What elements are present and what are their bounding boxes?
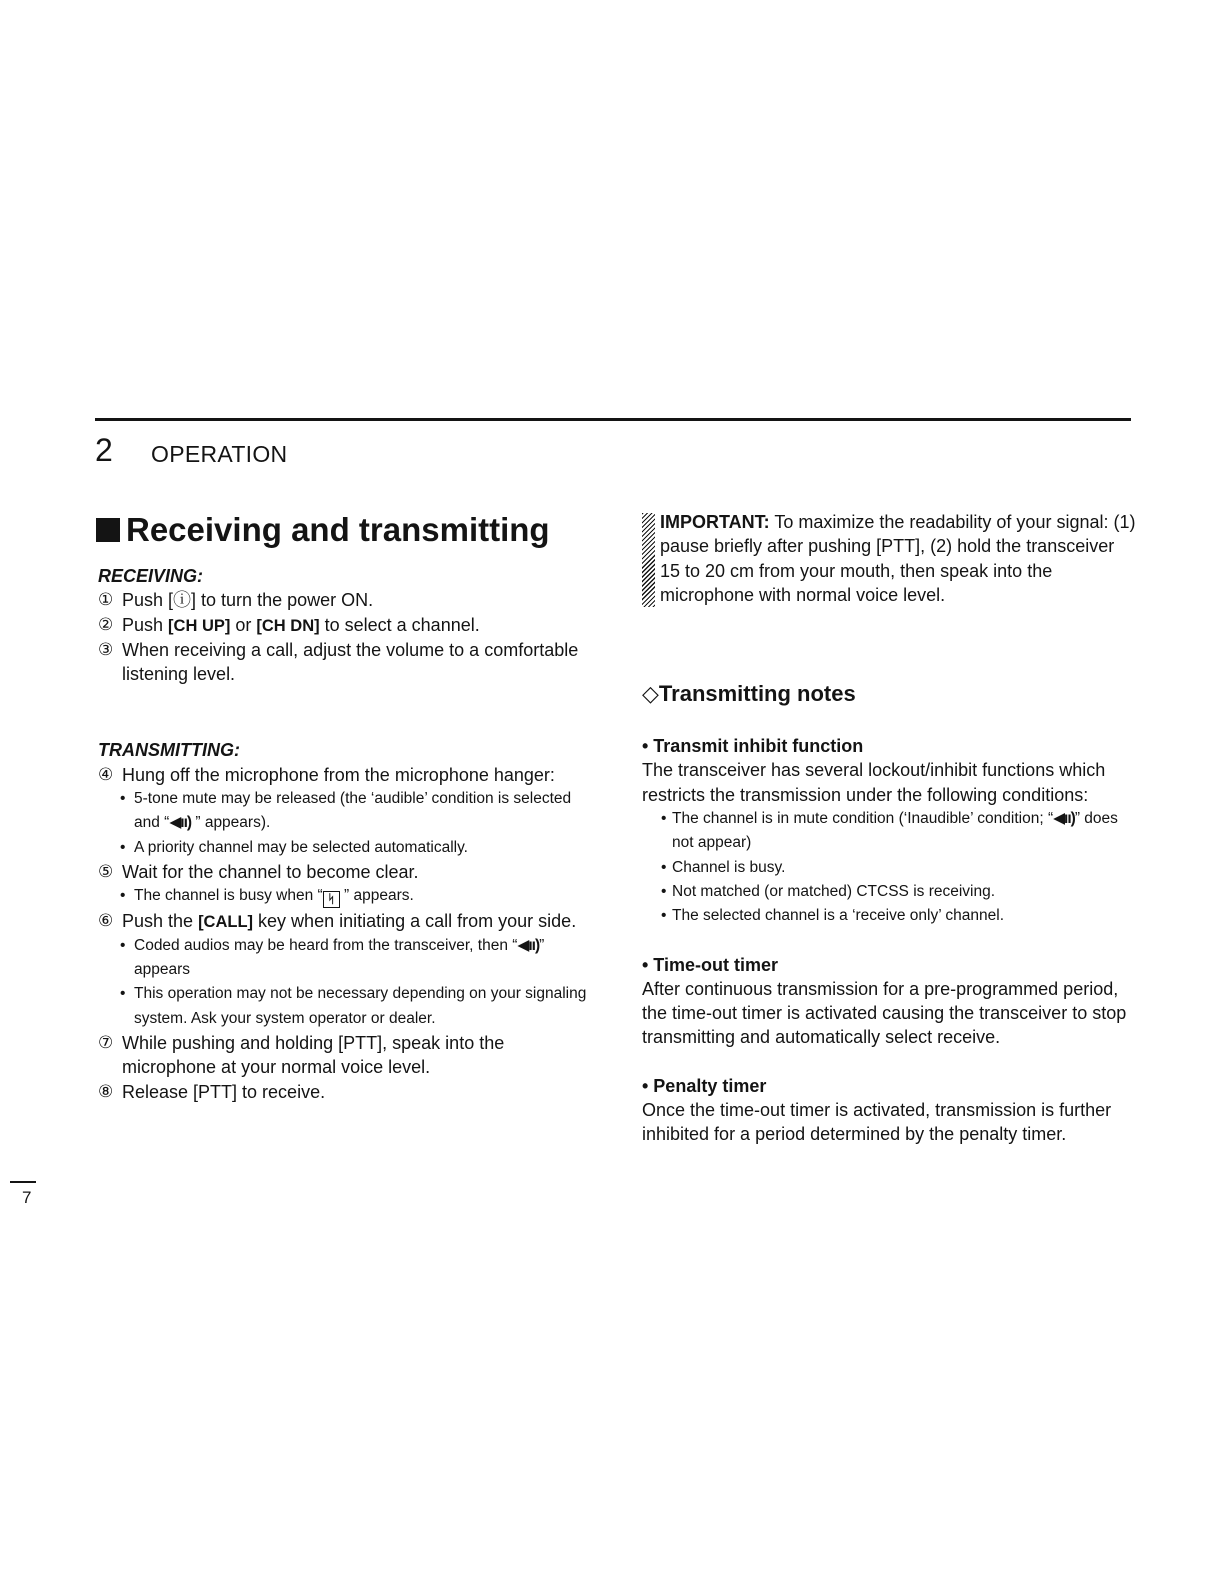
right-column <box>642 510 1137 1147</box>
receiving-step-2: ② Push [CH UP] or [CH DN] to select a channel. <box>98 613 598 638</box>
step-number: ⑧ <box>98 1081 114 1101</box>
transmitting-step-6: ⑥ Push the [CALL] key when initiating a call from your side. <box>98 909 598 934</box>
section-heading <box>96 508 550 552</box>
penalty-body: Once the time-out timer is activated, transmission is further inhibited for a period determined by the penalty timer. <box>642 1100 1112 1145</box>
square-bullet-icon <box>96 518 120 542</box>
step-6-note: • This operation may not be necessary depending on your signaling system. Ask your system operator or dealer. <box>120 985 587 1027</box>
step-number: ⑤ <box>98 861 114 881</box>
transmitting-step-5: ⑤ Wait for the channel to become clear. <box>98 860 598 884</box>
receiving-step-1: ① Push [ⓘ] to turn the power ON. <box>98 588 598 612</box>
important-label: IMPORTANT: <box>660 512 770 532</box>
step-number: ⑦ <box>98 1033 114 1053</box>
step-number: ② <box>98 614 114 634</box>
header-rule <box>95 418 1131 421</box>
receiving-heading: RECEIVING: <box>98 566 204 586</box>
inhibit-item: • The selected channel is a ‘receive only’ channel. <box>661 907 1005 925</box>
hatch-bar <box>642 513 655 607</box>
receiving-step-3: ③ When receiving a call, adjust the volume to a comfortable listening level. <box>98 639 579 685</box>
speaker-icon: ◀ıı) <box>517 936 540 954</box>
step-number: ④ <box>98 764 114 784</box>
inhibit-item: • The channel is in mute condition (‘Inaudible’ condition; “◀ıı)” does not appear) <box>642 807 1137 856</box>
penalty-title: • Penalty timer <box>642 1075 767 1096</box>
transmitting-step-8: ⑧ Release [PTT] to receive. <box>98 1080 598 1104</box>
ch-up-key: [CH UP] <box>168 616 231 635</box>
power-icon: ⓘ <box>173 590 192 611</box>
speaker-icon: ◀ıı) <box>169 814 192 832</box>
important-text: To maximize the readability of your signal: (1) pause briefly after pushing [PTT], (2) hold the transceiver 15 to 20 cm from your mouth, then speak into the microphone with normal voice level. <box>660 512 1136 605</box>
left-column <box>98 564 598 1104</box>
chapter-title: OPERATION <box>151 441 288 467</box>
timeout-body: After continuous transmission for a pre-programmed period, the time-out timer is activated causing the transceiver to stop transmitting and automatically select receive. <box>642 978 1127 1048</box>
step-5-note: • The channel is busy when “ ᛋ ” appears. <box>120 887 414 907</box>
busy-icon: ᛋ <box>323 891 340 908</box>
page-number-rule <box>10 1181 36 1183</box>
step-6-note: • Coded audios may be heard from the transceiver, then “◀ıı)” appears <box>98 934 598 983</box>
step-number: ⑥ <box>98 910 114 930</box>
transmitting-step-4: ④ Hung off the microphone from the microphone hanger: <box>98 763 598 787</box>
inhibit-body: The transceiver has several lockout/inhibit functions which restricts the transmission under the following conditions: <box>642 760 1106 805</box>
important-note <box>642 510 1137 607</box>
inhibit-item: • Channel is busy. <box>661 858 786 876</box>
timeout-title: • Time-out timer <box>642 954 778 975</box>
ch-dn-key: [CH DN] <box>256 616 320 635</box>
step-4-note: • A priority channel may be selected automatically. <box>120 838 468 856</box>
call-key: [CALL] <box>198 912 254 931</box>
section-title: Receiving and transmitting <box>126 511 550 548</box>
inhibit-title: • Transmit inhibit function <box>642 736 864 757</box>
inhibit-item: • Not matched (or matched) CTCSS is receiving. <box>661 882 996 900</box>
page-number: 7 <box>22 1188 32 1207</box>
transmitting-heading: TRANSMITTING: <box>98 740 240 761</box>
step-4-note: • 5-tone mute may be released (the ‘audible’ condition is selected and “◀ıı) ” appears). <box>98 787 598 836</box>
transmitting-notes-heading: ◇Transmitting notes <box>642 681 856 707</box>
chapter-number: 2 <box>95 432 113 468</box>
step-number: ① <box>98 590 114 610</box>
speaker-icon: ◀ıı) <box>1053 810 1075 828</box>
step-number: ③ <box>98 639 114 659</box>
transmitting-step-7: ⑦ While pushing and holding [PTT], speak into the microphone at your normal voice level. <box>98 1033 505 1078</box>
